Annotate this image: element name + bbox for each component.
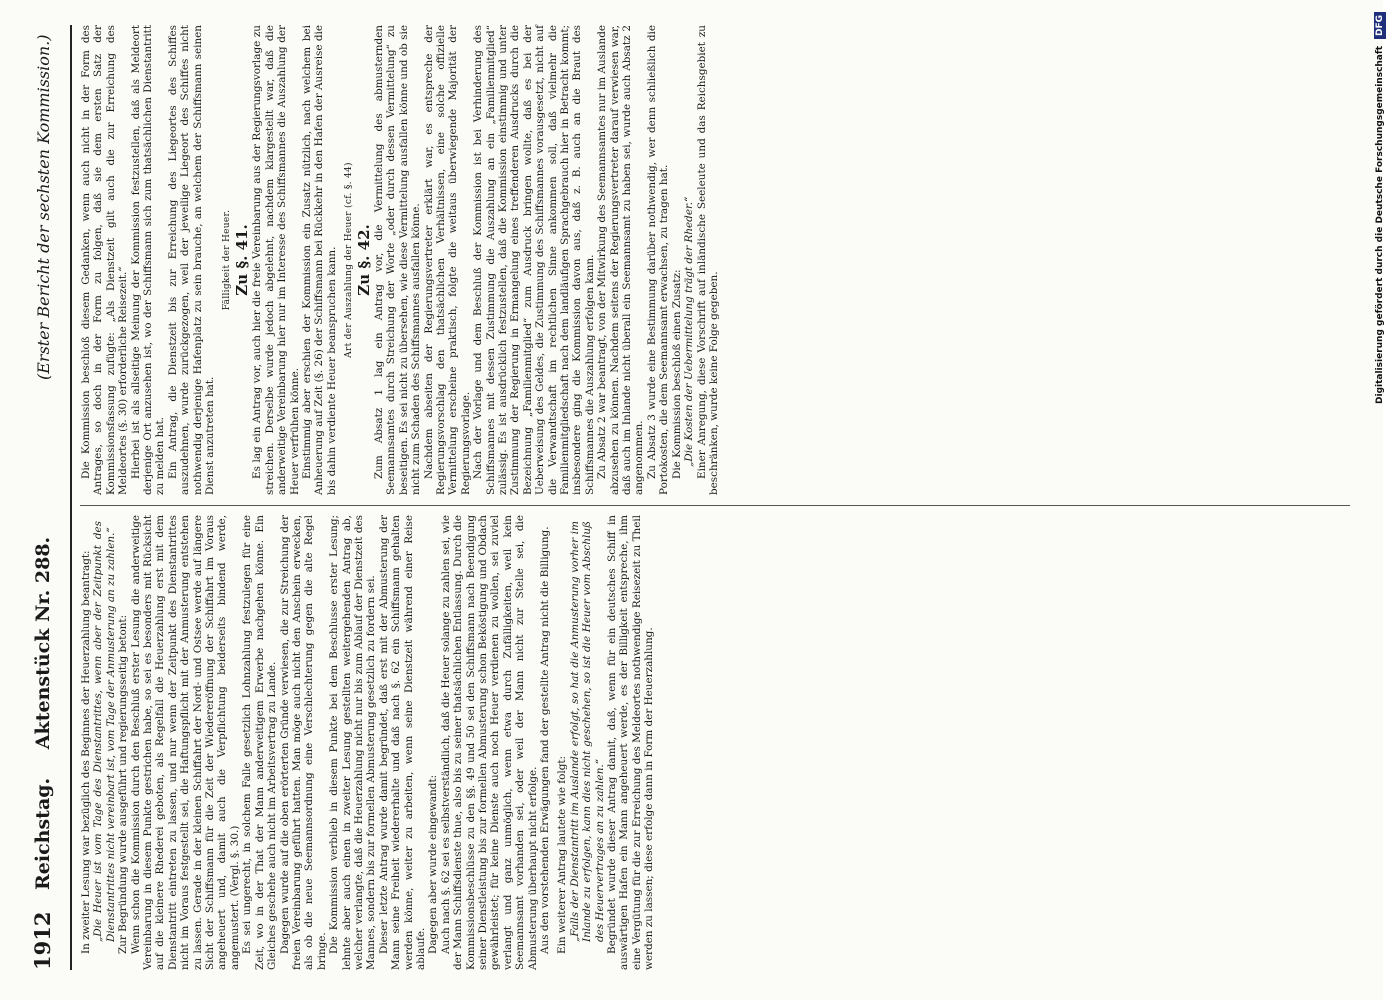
paragraph: Nachdem abseiten der Regierungsvertreter erklärt war, es entspreche der Regierungsvorschlag den thatsächlichen Verhältnissen, eine solche offizielle Vermittelung erscheine praktisch, folgte die weitaus überwiegende Majorität der Regierungsvorlage. <box>422 25 472 495</box>
quoted-motion: „Die Heuer ist vom Tage des Dienstantrittes, wenn aber der Zeitpunkt des Dienstantrittes nicht vereinbart ist, vom Tage der Anmusterung an zu zahlen.“ <box>92 521 117 942</box>
paragraph: Die Kommission verblieb in diesem Punkte bei dem Beschlusse erster Lesung; lehnte aber auch einen in zweiter Lesung gestellten weitergehenden Antrag ab, welcher verlangte, daß die Heuerzahlung nicht nur bis zum Ablauf der Dienstzeit des Mannes, sondern bis zur formellen Abmusterung gesetzlich zu fordern sei. <box>328 515 378 970</box>
digitization-credit <box>1373 12 1387 988</box>
paragraph: Dagegen wurde auf die oben erörterten Gründe verwiesen, die zur Streichung der freien Vereinbarung geführt hatten. Man möge auch nicht den Anschein erwecken, als ob die neue Seemannsordnung eine Verschlechterung gegen die alte Regel bringe. <box>278 515 328 970</box>
column-divider <box>80 505 1350 506</box>
paragraph: Zu Absatz 3 wurde eine Bestimmung darüber nothwendig, wer denn schließlich die Portokosten, die dem Seemannsamt erwachsen, zu tragen hat. <box>645 25 671 495</box>
credit-line: Digitalisierung gefördert durch die Deutsche Forschungsgemeinschaft <box>1375 45 1385 404</box>
dfg-logo: DFG <box>1374 12 1386 39</box>
publication-name: Reichstag. <box>32 777 54 890</box>
paragraph-heading: Zu §. 42. <box>354 224 373 296</box>
paragraph: In zweiter Lesung war bezüglich des Beginnes der Heuerzahlung beantragt: <box>80 550 92 954</box>
page-number: 1912 <box>30 911 55 970</box>
paragraph: Nach der Vorlage und dem Beschluß der Kommission ist bei Verhinderung des Schiffsmannes mit dessen Zustimmung die Auszahlung an ein „Familienmitglied“ zulässig. Es ist ausdrücklich festzustellen, daß die Kommission einstimmig und unter Zustimmung der Regierung in Ermangelung eines treffenderen Ausdrucks durch die Bezeichnung „Familienmitglied“ zum Ausdruck bringen wollte, daß es bei der Ueberweisung des Geldes, die Zustimmung des Schiffsmannes vorausgesetzt, nicht auf die Verwandtschaft im rechtlichen Sinne ankommen soll, daß vielmehr die Familienmitgliedschaft nach dem landläufigen Sprachgebrauch hier in Betracht kommt; insbesondere ging die Kommission davon aus, daß z. B. auch an die Braut des Schiffsmannes die Auszahlung erfolgen kann. <box>472 25 596 495</box>
paragraph: Dagegen aber wurde eingewandt: <box>427 774 440 954</box>
paragraph: Ein Antrag, die Dienstzeit bis zur Erreichung des Liegeortes des Schiffes auszudehnen, wurde zurückgezogen, weil der jeweilige Liegeort des Schiffes nicht nothwendig derjenige Hafenplatz zu sein brauche, an welchem der Schiffsmann seinen Dienst anzutreten hat. <box>166 25 217 495</box>
paragraph: Aus den vorstehenden Erwägungen fand der gestellte Antrag nicht die Billigung. <box>539 526 552 954</box>
text-column-right <box>80 25 1350 495</box>
paragraph: Hierbei ist als allseitige Meinung der Kommission festzustellen, daß als Meldeort derjenige Ort anzusehen ist, wo der Schiffsmann sich zum thatsächlichen Dienstantritt zu melden hat. <box>129 25 167 495</box>
paragraph: Dieser letzte Antrag wurde damit begründet, daß erst mit der Abmusterung der Mann seine Freiheit wiedererhalte und daß nach §. 62 ein Schiffsmann gehalten werden könne, weiter zu arbeiten, wenn seine Dienstzeit während einer Reise ablaufe. <box>377 515 427 970</box>
section-title: Fälligkeit der Heuer. <box>222 209 233 311</box>
paragraph: Einstimmig aber erschien der Kommission ein Zusatz nützlich, nach welchem bei Anheuerung auf Zeit (§. 26) der Schiffsmann bei Rückkehr in den Hafen der Ausreise die bis dahin verdiente Heuer beanspruchen kann. <box>300 25 338 495</box>
paragraph: Die Kommission beschloß einen Zusatz: <box>670 269 683 479</box>
paragraph: Wenn schon die Kommission durch den Beschluß erster Lesung die anderweitige Vereinbarung in diesem Punkte gestrichen habe, so sei es besonders mit Rücksicht auf die kleinere Rhederei geboten, als Regelfall die Heuerzahlung erst mit dem Dienstantritt eintreten zu lassen, und nur wenn der Zeitpunkt des Dienstantrittes nicht im Voraus festgestellt sei, die Haftungspflicht mit der Anmusterung entstehen zu lassen. Gerade in der kleinen Schiffahrt der Nord- und Ostsee werde auf längere Sicht der Schiffsmann für die Zeit der Wiedereröffnung der Schiffahrt im Voraus angeheuert und, damit auch die Verpflichtung beiderseits bindend werde, angemustert. (Vergl. §. 30.) <box>129 515 241 970</box>
document-reference: Aktenstück Nr. 288. <box>32 536 54 750</box>
header-title <box>32 515 54 890</box>
paragraph: Zu Absatz 2 war beantragt, von der Mitwirkung des Seemannsamtes nur im Auslande abzusehen zu können. Nachdem seitens der Regierungsvertreter darauf verwiesen war, daß auch im Inlande nicht überall ein Seemannsamt zu haben sei, wurde auch Absatz 2 angenommen. <box>596 25 646 495</box>
paragraph: Zum Absatz 1 lag ein Antrag vor, die Vermittelung des abmusternden Seemannsamtes durch Streichung der Worte „oder durch dessen Vermittelung“ zu beseitigen. Es sei nicht zu übersehen, wie diese Vermittelung ausfallen könne und ob sie nicht zum Schaden des Schiffsmannes ausfallen könne. <box>372 25 423 495</box>
page-header <box>28 25 72 970</box>
paragraph-heading: Zu §. 41. <box>232 224 251 296</box>
quoted-motion: „Die Kosten der Uebermittelung trägt der Rheder.“ <box>683 196 696 467</box>
credit-text <box>1373 12 1387 988</box>
paragraph: Auch nach §. 62 sei es selbstverständlich, daß die Heuer solange zu zahlen sei, wie der Mann Schiffsdienste thue, also bis zu seiner thatsächlichen Entlassung. Durch die Kommissionsbeschlüsse zu den §§. 49 und 50 sei den Schiffsmann nach Beendigung seiner Dienstleistung bis zur formellen Abmusterung schon Beköstigung und Obdach gewährleistet; für keine Dienste auch noch Heuer verdienen zu wollen, sei zuviel verlangt und ganz unmöglich, wenn etwa durch Zufälligkeiten, weil kein Seemannsamt vorhanden sei, oder weil der Mann nicht zur Stelle sei, die Abmusterung überhaupt nicht erfolge. <box>439 515 539 970</box>
quoted-motion: „Falls der Dienstantritt im Auslande erfolgt, so hat die Anmusterung vorher im Inlande zu erfolgen, kann dies nicht geschehen, so ist die Heuer vom Abschluß des Heuervertrages an zu zahlen.“ <box>568 521 606 942</box>
paragraph: Es sei ungerecht, in solchem Falle gesetzlich Lohnzahlung festzulegen für eine Zeit, wo in der That der Mann anderweitigem Erwerbe nachgehen könne. Ein Gleiches geschehe auch nicht im Arbeitsvertrag zu Lande. <box>241 515 279 970</box>
paragraph: Es lag ein Antrag vor, auch hier die freie Vereinbarung aus der Regierungsvorlage zu streichen. Derselbe wurde jedoch abgelehnt, nachdem klargestellt war, daß die anderweitige Vereinbarung hier nur im Interesse des Schiffsmannes die Auszahlung der Heuer verfrühen könne. <box>251 25 301 495</box>
paragraph: Die Kommission beschloß diesem Gedanken, wenn auch nicht in der Form des Antrages, so doch in der Form zu folgen, daß sie dem ersten Satz der Kommissionsfassung zufügte: „Als Dienstzeit gilt auch die zur Erreichung des Meldeortes (§. 30) erforderliche Reisezeit.“ <box>80 25 130 495</box>
paragraph: Begründet wurde dieser Antrag damit, daß, wenn für ein deutsches Schiff in auswärtigen Hafen ein Mann angeheuert werde, es der Billigkeit entspreche, ihm eine Vergütung für die zur Erreichung des Meldeortes nothwendige Reisezeit zu Theil werden zu lassen; diese erfolge dann in Form der Heuerzahlung. <box>606 515 656 970</box>
paragraph: Einer Anregung, diese Vorschrift auf inländische Seeleute und das Reichsgebiet zu beschränken, wurde keine Folge gegeben. <box>695 25 720 495</box>
paragraph: Ein weiterer Antrag lautete wie folgt: <box>556 755 569 954</box>
section-title: Art der Auszahlung der Heuer (cf. §. 44) <box>344 162 355 358</box>
header-subtitle: (Erster Bericht der sechsten Kommission.) <box>34 34 53 380</box>
text-column-left <box>80 515 1350 970</box>
paragraph: Zur Begründung wurde ausgeführt und regierungsseitig betont: <box>117 614 130 954</box>
